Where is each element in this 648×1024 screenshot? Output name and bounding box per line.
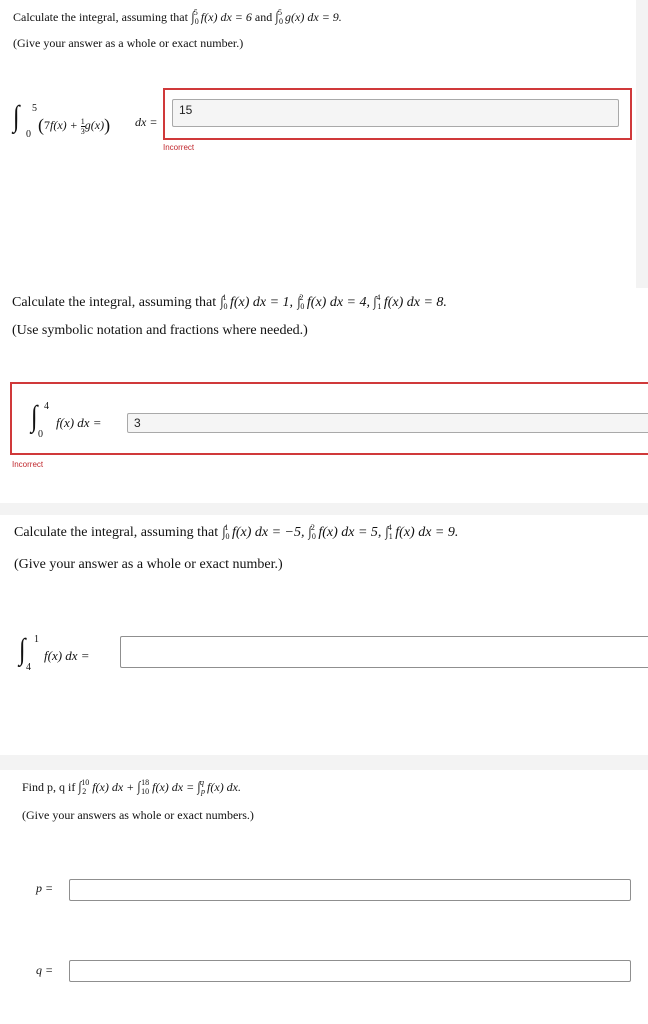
q-label: q = <box>36 963 54 977</box>
q1-integral-symbol: ∫ <box>12 100 20 133</box>
question-1-panel <box>0 0 636 288</box>
p-input[interactable] <box>69 879 631 901</box>
q2-lower-limit: 0 <box>38 429 43 440</box>
q1-lower-limit: 0 <box>26 129 31 140</box>
q3-answer-input[interactable] <box>120 636 648 668</box>
q1-answer-input[interactable] <box>172 99 619 127</box>
question-3-panel <box>0 515 648 755</box>
q1-status: Incorrect <box>163 143 195 152</box>
question-2-panel <box>0 288 648 503</box>
q3-lower-limit: 4 <box>26 662 31 673</box>
q2-status: Incorrect <box>12 460 44 469</box>
q2-integral-expression: ∫ 4 0 f(x) dx = <box>30 400 102 440</box>
q2-upper-limit: 4 <box>44 401 49 412</box>
q1-instruction: (Give your answer as a whole or exact number.) <box>13 36 244 50</box>
q3-instruction: (Give your answer as a whole or exact number.) <box>14 557 283 572</box>
q2-prompt: Calculate the integral, assuming that $\int_0^1$ f(x) dx = 1, $\int_0^2$ f(x) dx = 4, $\int_1^4$ f(x) dx = 8. <box>12 293 447 311</box>
question-4-panel <box>0 770 648 1024</box>
q1-integral-expression: ∫ 5 0 (7f(x) + $\frac{1}{3}$ g(x)) <box>12 100 111 140</box>
q1-prompt: Calculate the integral, assuming that $\int_0^5$ f(x) dx = 6 and $\int_0^5$ g(x) dx = 9. <box>13 8 342 26</box>
q3-integral-expression: ∫ 1 4 f(x) dx = <box>18 633 90 673</box>
q4-instruction: (Give your answers as whole or exact numbers.) <box>22 808 254 822</box>
q2-answer-input[interactable] <box>127 413 648 433</box>
q3-integral-symbol: ∫ <box>18 633 26 666</box>
q3-prompt: Calculate the integral, assuming that $\int_0^1$ f(x) dx = −5, $\int_0^2$ f(x) dx = 5, $\int_1^4$ f(x) dx = 9. <box>14 523 459 541</box>
q2-integral-symbol: ∫ <box>30 400 38 433</box>
q-input[interactable] <box>69 960 631 982</box>
q1-dx-label: dx = <box>135 115 158 129</box>
p-label: p = <box>36 881 54 895</box>
q4-prompt: Find p, q if $\int_2^{10}$ f(x) dx + $\int_{10}^{18}$ f(x) dx = $\int_p^q$ f(x) dx. <box>22 778 242 796</box>
q1-answer-value: 15 <box>179 103 193 117</box>
q2-answer-value: 3 <box>134 416 141 430</box>
q2-instruction: (Use symbolic notation and fractions where needed.) <box>12 323 308 338</box>
q3-upper-limit: 1 <box>34 634 39 645</box>
q1-upper-limit: 5 <box>32 103 37 114</box>
